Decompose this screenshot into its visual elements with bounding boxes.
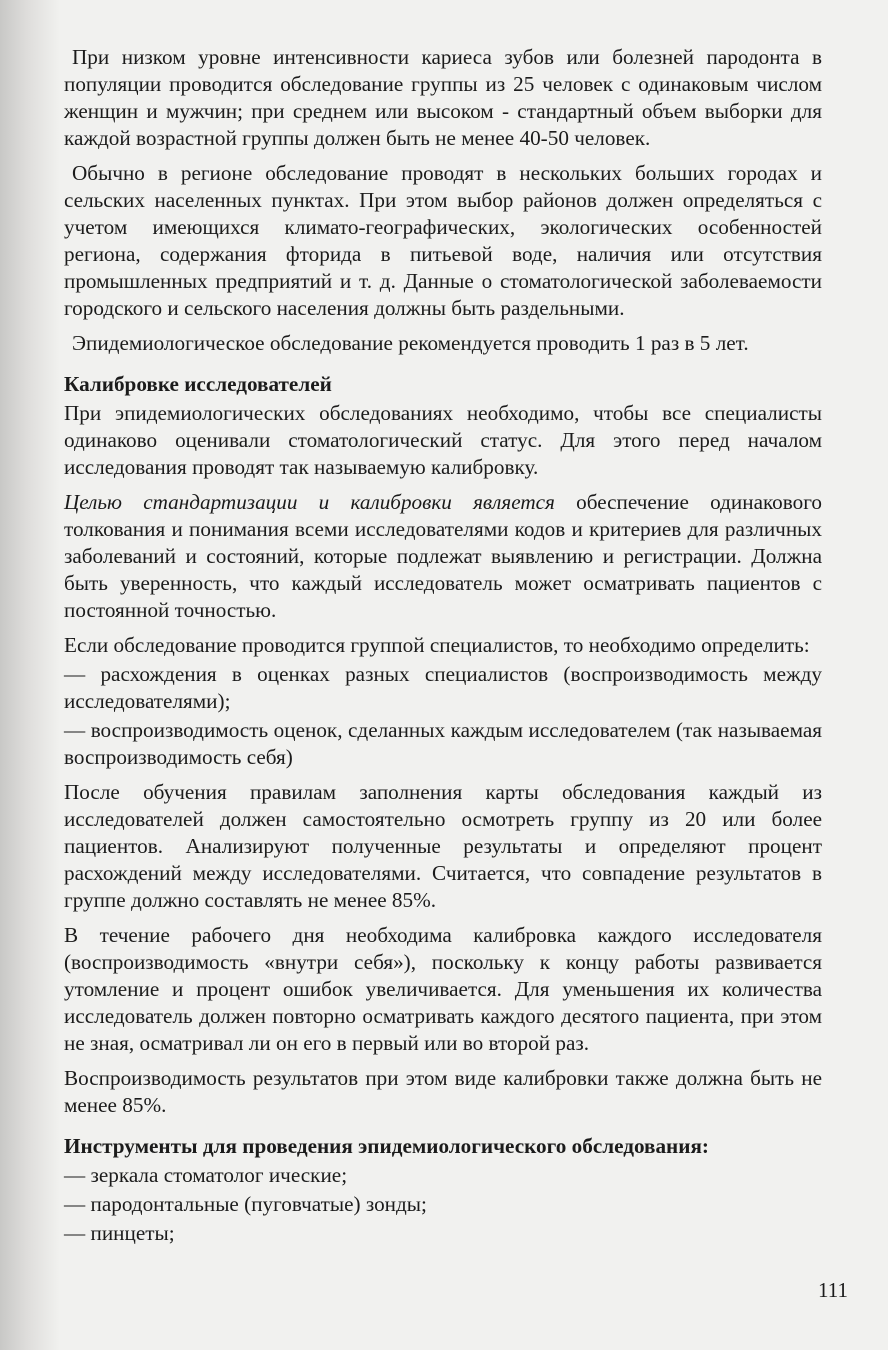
paragraph-calibration-goal: [64, 489, 822, 624]
list-item-inter-examiner: — расхождения в оценках разных специалистов (воспроизводимость между исследователями);: [64, 662, 822, 713]
paragraph-training: После обучения правилам заполнения карты обследования каждый из исследователей должен самостоятельно осмотреть группу из 20 или более пациентов. Анализируют полученные результаты и определяют процент расхождений между исследователями. Считается, что совпадение результатов в группе должно составлять не менее 85%.: [64, 780, 822, 912]
heading-calibration: Калибровке исследователей: [64, 372, 332, 396]
heading-instruments: Инструменты для проведения эпидемиологического обследования:: [64, 1134, 709, 1158]
paragraph-group-survey: Если обследование проводится группой специалистов, то необходимо определить:: [64, 633, 810, 657]
paragraph-region-survey: Обычно в регионе обследование проводят в нескольких больших городах и сельских населенных пунктах. При этом выбор районов должен определяться с учетом имеющихся климато-географических, экологических особенностей региона, содержания фторида в питьевой воде, наличия или отсутствия промышленных предприятий и т. д. Данные о стоматологической заболеваемости городского и сельского населения должны быть раздельными.: [64, 161, 822, 320]
paragraph-workday-calibration: В течение рабочего дня необходима калибровка каждого исследователя (воспроизводимость «внутри себя»), поскольку к концу работы развивается утомление и процент ошибок увеличивается. Для уменьшения их количества исследователь должен повторно осматривать каждого десятого пациента, при этом не зная, осматривал ли он его в первый или во второй раз.: [64, 923, 822, 1055]
list-item-intra-examiner: — воспроизводимость оценок, сделанных каждым исследователем (так называемая воспроизводимость себя): [64, 718, 822, 769]
page-number: 111: [818, 1278, 848, 1302]
calibration-goal-italic: Целью стандартизации и калибровки является: [64, 490, 555, 514]
list-item-probes: — пародонтальные (пуговчатые) зонды;: [64, 1192, 427, 1216]
paragraph-calibration-intro: При эпидемиологических обследованиях необходимо, чтобы все специалисты одинаково оценивали стоматологический статус. Для этого перед началом исследования проводят так называемую калибровку.: [64, 401, 822, 479]
list-item-mirrors: — зеркала стоматолог ические;: [64, 1163, 348, 1187]
list-item-tweezers: — пинцеты;: [64, 1221, 175, 1245]
paragraph-reproducibility: Воспроизводимость результатов при этом виде калибровки также должна быть не менее 85%.: [64, 1066, 822, 1117]
paragraph-sample-size: При низком уровне интенсивности кариеса зубов или болезней пародонта в популяции проводится обследование группы из 25 человек с одинаковым числом женщин и мужчин; при среднем или высоком - стандартный объем выборки для каждой возрастной группы должен быть не менее 40-50 человек.: [64, 45, 822, 150]
paragraph-survey-frequency: Эпидемиологическое обследование рекомендуется проводить 1 раз в 5 лет.: [72, 331, 749, 355]
calibration-goal-text: обеспечение одинакового толкования и понимания всеми исследователями кодов и критериев для различных заболеваний и состояний, которые подлежат выявлению и регистрации. Должна быть уверенность, что каждый исследователь может осматривать пациентов с постоянной точностью.: [64, 490, 822, 622]
page-gutter-shadow: [0, 0, 60, 1350]
document-page: [64, 44, 822, 1249]
